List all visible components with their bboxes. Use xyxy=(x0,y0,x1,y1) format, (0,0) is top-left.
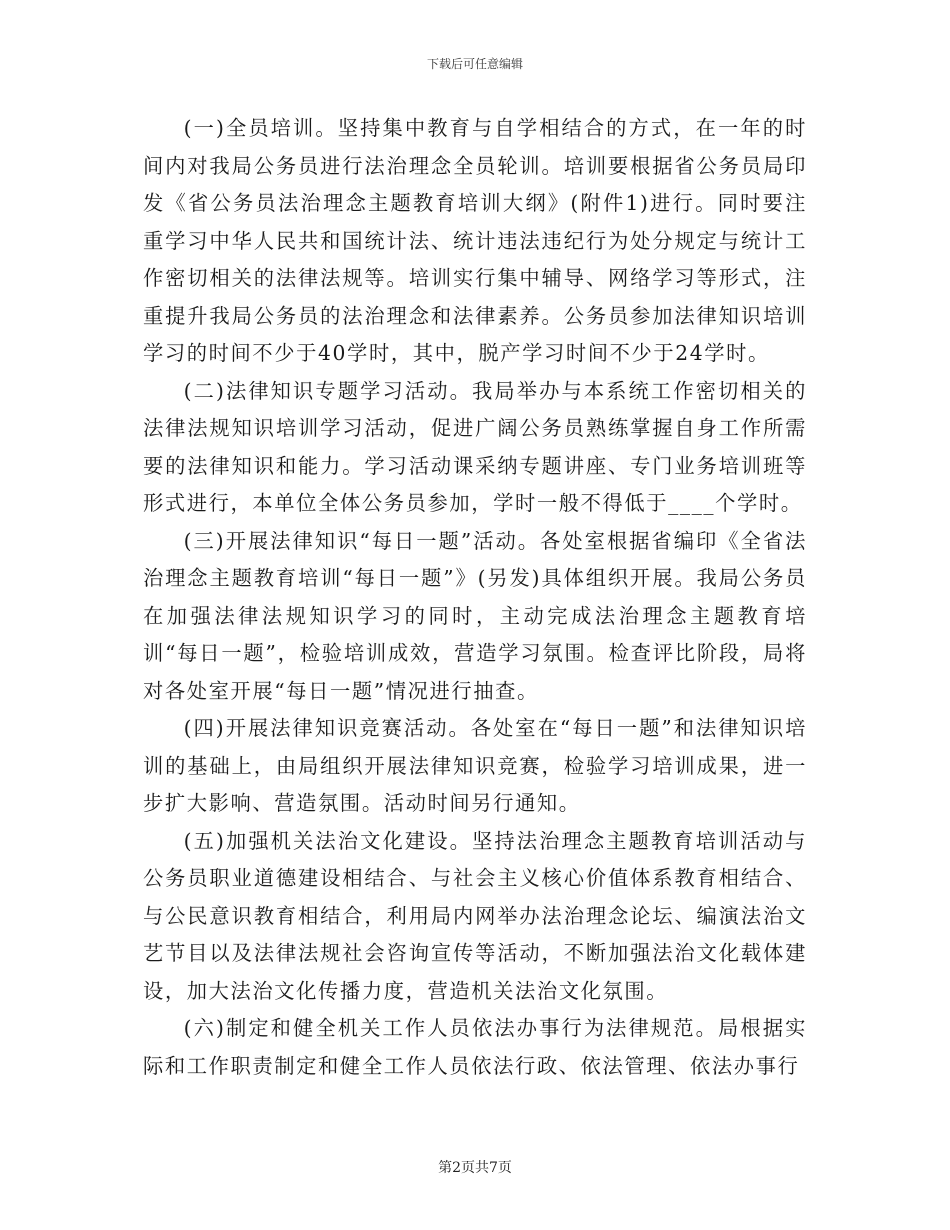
paragraph-2: (二)法律知识专题学习活动。我局举办与本系统工作密切相关的法律法规知识培训学习活动，促进广阔公务员熟练掌握自身工作所需要的法律知识和能力。学习活动课采纳专题讲座、专门业务培训班等形式进行，本单位全体公务员参加，学时一般不得低于____个学时。 xyxy=(143,378,807,515)
paragraph-1: (一)全员培训。坚持集中教育与自学相结合的方式，在一年的时间内对我局公务员进行法治理念全员轮训。培训要根据省公务员局印发《省公务员法治理念主题教育培训大纲》(附件1)进行。同时要注重学习中华人民共和国统计法、统计违法违纪行为处分规定与统计工作密切相关的法律法规等。培训实行集中辅导、网络学习等形式，注重提升我局公务员的法治理念和法律素养。公务员参加法律知识培训学习的时间不少于40学时，其中，脱产学习时间不少于24学时。 xyxy=(143,116,807,365)
paragraph-6: (六)制定和健全机关工作人员依法办事行为法律规范。局根据实际和工作职责制定和健全工作人员依法行政、依法管理、依法办事行 xyxy=(143,1016,807,1078)
paragraph-4: (四)开展法律知识竞赛活动。各处室在“每日一题”和法律知识培训的基础上，由局组织开展法律知识竞赛，检验学习培训成果，进一步扩大影响、营造氛围。活动时间另行通知。 xyxy=(143,716,807,815)
document-body xyxy=(143,110,807,1085)
paragraph-3: (三)开展法律知识“每日一题”活动。各处室根据省编印《全省法治理念主题教育培训“每日一题”》(另发)具体组织开展。我局公务员在加强法律法规知识学习的同时，主动完成法治理念主题教育培训“每日一题”，检验培训成效，营造学习氛围。检查评比阶段，局将对各处室开展“每日一题”情况进行抽查。 xyxy=(143,528,807,703)
paragraph-5: (五)加强机关法治文化建设。坚持法治理念主题教育培训活动与公务员职业道德建设相结合、与社会主义核心价值体系教育相结合、与公民意识教育相结合，利用局内网举办法治理念论坛、编演法治文艺节目以及法律法规社会咨询宣传等活动，不断加强法治文化载体建设，加大法治文化传播力度，营造机关法治文化氛围。 xyxy=(143,828,807,1003)
page-header-note: 下载后可任意编辑 xyxy=(426,57,523,71)
page-number: 第2页共7页 xyxy=(438,1160,512,1176)
